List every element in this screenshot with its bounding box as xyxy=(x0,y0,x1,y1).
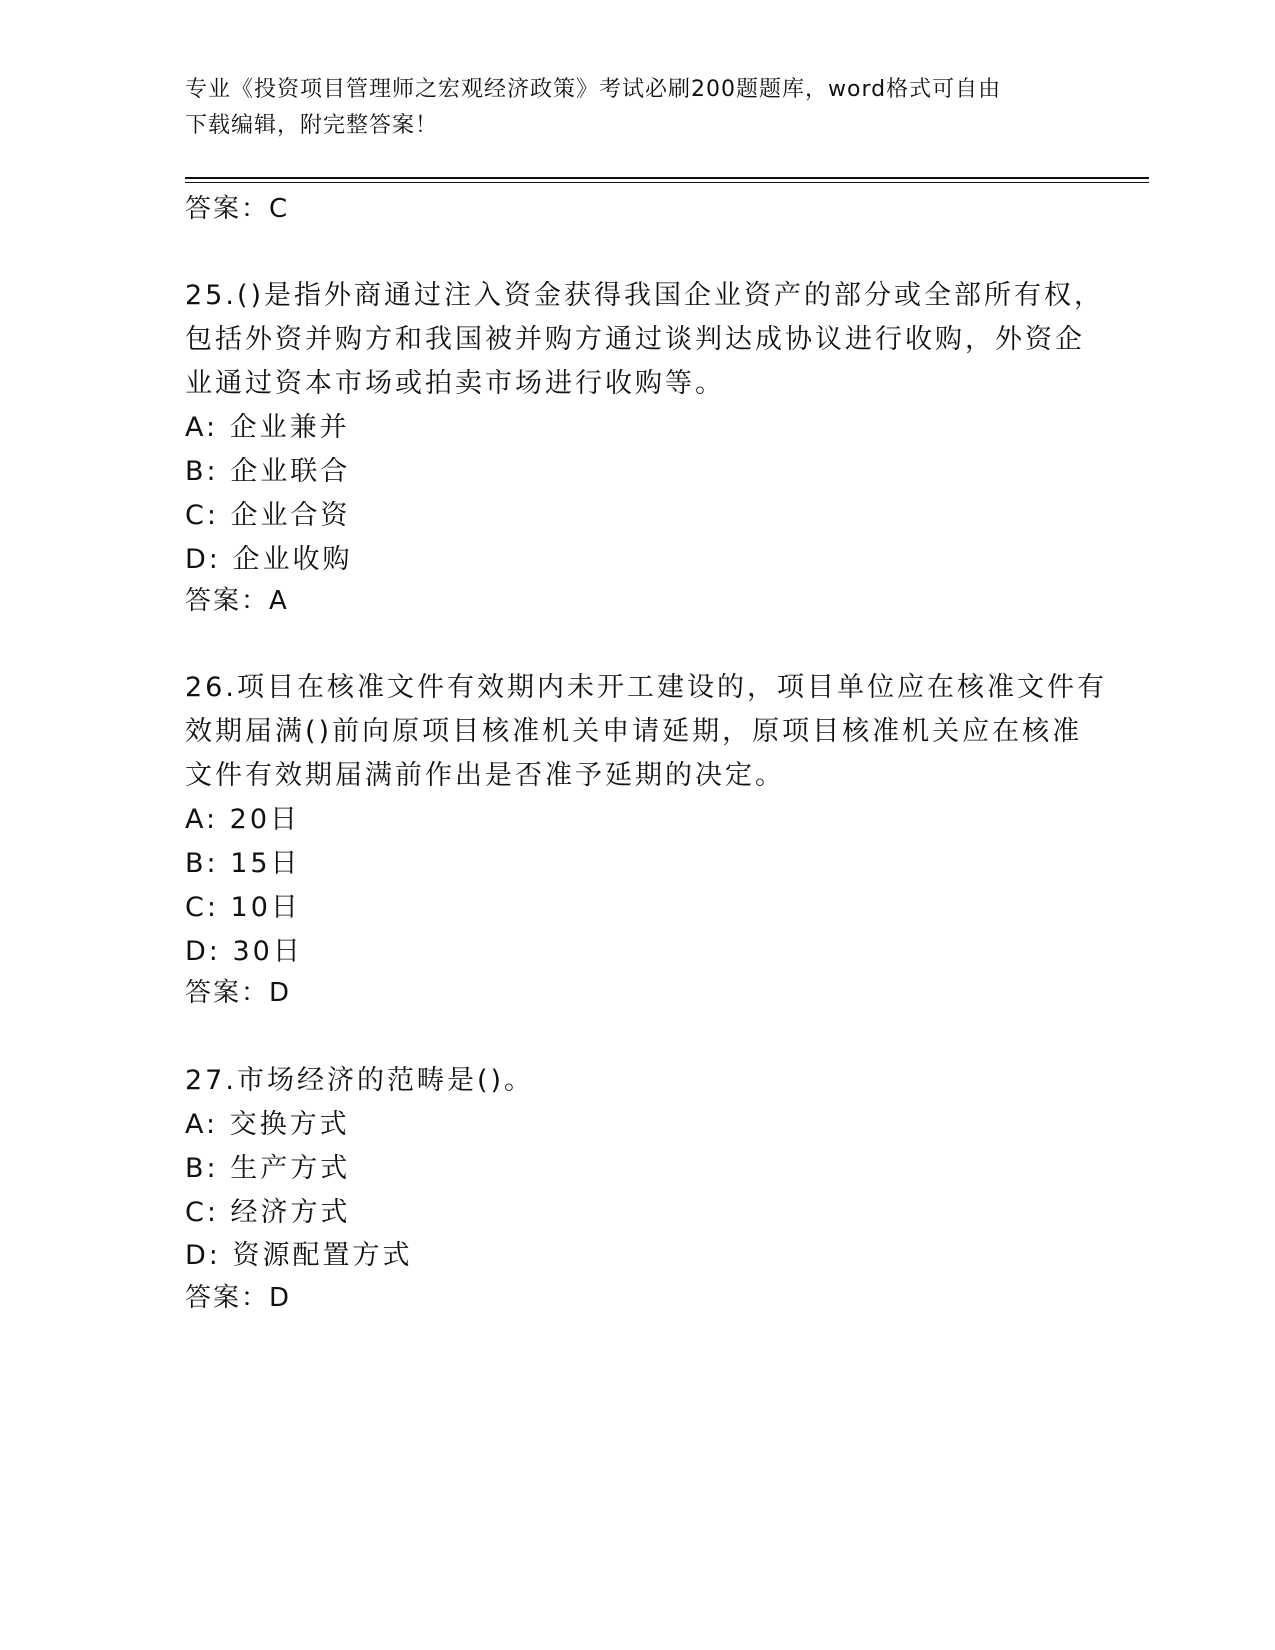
question-26-line-2: 效期届满()前向原项目核准机关申请延期，原项目核准机关应在核准 xyxy=(185,716,1083,747)
answer-line: 答案：C xyxy=(185,194,290,224)
document-header xyxy=(185,72,1065,144)
question-27-option-c: C: 经济方式 xyxy=(185,1197,351,1228)
question-27-answer: 答案：D xyxy=(185,1283,292,1313)
question-26-option-a: A: 20日 xyxy=(185,804,301,835)
question-25-option-a: A: 企业兼并 xyxy=(185,412,350,443)
question-25-line-3: 业通过资本市场或拍卖市场进行收购等。 xyxy=(185,368,725,399)
question-27-option-b: B: 生产方式 xyxy=(185,1153,351,1184)
question-27-option-a: A: 交换方式 xyxy=(185,1109,350,1140)
question-26-answer: 答案：D xyxy=(185,978,292,1008)
question-25-option-d: D: 企业收购 xyxy=(185,544,353,575)
question-26-option-c: C: 10日 xyxy=(185,892,301,923)
question-26-option-d: D: 30日 xyxy=(185,936,303,967)
question-25-line-1: 25.()是指外商通过注入资金获得我国企业资产的部分或全部所有权， xyxy=(185,280,1105,311)
question-27-option-d: D: 资源配置方式 xyxy=(185,1240,413,1271)
header-line-1: 专业《投资项目管理师之宏观经济政策》考试必刷200题题库，word格式可自由 xyxy=(185,77,1002,102)
question-26-line-3: 文件有效期届满前作出是否准予延期的决定。 xyxy=(185,760,785,791)
question-27-line-1: 27.市场经济的范畴是()。 xyxy=(185,1065,535,1096)
header-divider xyxy=(185,177,1149,183)
question-25-option-b: B: 企业联合 xyxy=(185,456,351,487)
question-25-line-2: 包括外资并购方和我国被并购方通过谈判达成协议进行收购，外资企 xyxy=(185,324,1085,355)
question-26-option-b: B: 15日 xyxy=(185,848,301,879)
question-25-answer: 答案：A xyxy=(185,586,289,616)
header-line-2: 下载编辑，附完整答案！ xyxy=(185,113,439,138)
question-25-option-c: C: 企业合资 xyxy=(185,500,351,531)
question-26-line-1: 26.项目在核准文件有效期内未开工建设的，项目单位应在核准文件有 xyxy=(185,672,1107,703)
